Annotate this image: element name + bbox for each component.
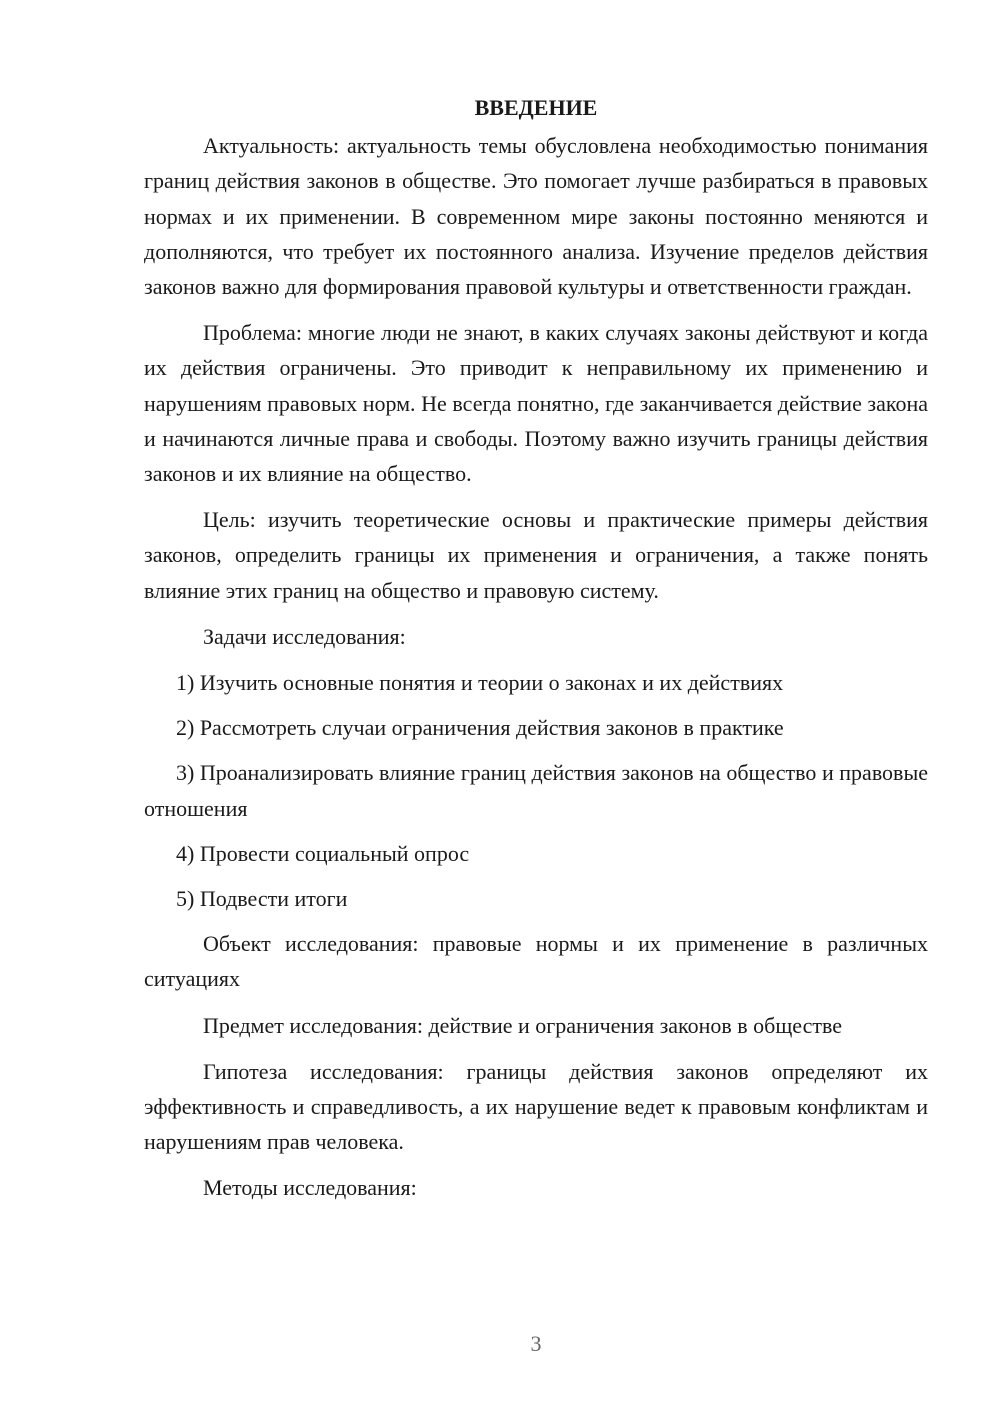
task-item-2: 2) Рассмотреть случаи ограничения действия законов в практике [176,715,784,741]
tasks-heading: Задачи исследования: [203,623,406,649]
task-item-4: 4) Провести социальный опрос [176,840,470,866]
object-paragraph: Объект исследования: правовые нормы и их применение в различных ситуациях [144,931,928,992]
methods-paragraph: Методы исследования: [203,1175,417,1201]
relevance-paragraph: Актуальность: актуальность темы обусловлена необходимостью понимания границ действия законов в обществе. Это помогает лучше разбираться в правовых нормах и их применении. В современном мире законы постоянно меняются и дополняются, что требует их постоянного анализа. Изучение пределов действия законов важно для формирования правовой культуры и ответственности граждан. [144,133,928,300]
task-item-5: 5) Подвести итоги [176,886,348,912]
hypothesis-paragraph: Гипотеза исследования: границы действия законов определяют их эффективность и справедливость, а их нарушение ведет к правовым конфликтам и нарушениям прав человека. [144,1058,928,1155]
goal-paragraph: Цель: изучить теоретические основы и практические примеры действия законов, определить границы их применения и ограничения, а также понять влияние этих границ на общество и правовую систему. [144,507,928,603]
task-item-1: 1) Изучить основные понятия и теории о законах и их действиях [176,670,784,696]
document-page [144,90,928,1217]
section-title: ВВЕДЕНИЕ [474,95,598,120]
task-item-3: 3) Проанализировать влияние границ действия законов на общество и правовые отношения [144,760,928,821]
page-number: 3 [530,1331,542,1356]
subject-paragraph: Предмет исследования: действие и ограничения законов в обществе [203,1012,843,1038]
problem-paragraph: Проблема: многие люди не знают, в каких случаях законы действуют и когда их действия ограничены. Это приводит к неправильному их применению и нарушениям правовых норм. Не всегда понятно, где заканчивается действие закона и начинаются личные права и свободы. Поэтому важно изучить границы действия законов и их влияние на общество. [144,320,928,487]
